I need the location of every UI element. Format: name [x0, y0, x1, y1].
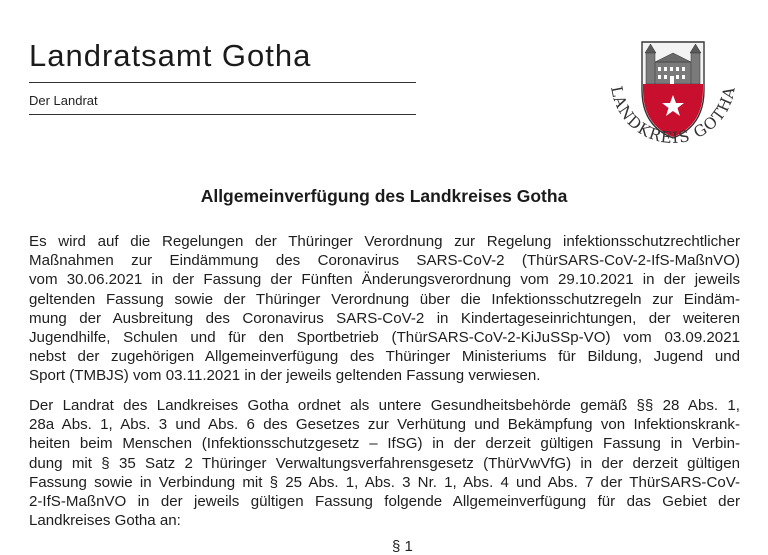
- paragraph-line: heiten beim Menschen (Infektionsschutzgesetz – IfSG) in der derzeit gültigen Fassung in Verbin-: [29, 435, 740, 453]
- paragraph-line: 2-IfS-MaßnVO in der jeweils gültigen Fassung folgende Allgemeinverfügung für das Gebiet der: [29, 493, 740, 511]
- paragraph-line: mung der Ausbreitung des Coronavirus SARS-CoV-2 in Kindertageseinrichtungen, der weiteren: [29, 309, 740, 327]
- document-heading: Allgemeinverfügung des Landkreises Gotha: [200, 186, 568, 206]
- paragraph-line: nebst der zugehörigen Allgemeinverfügung des Thüringer Ministeriums für Bildung, Jugend und: [29, 348, 740, 366]
- paragraph-line: geltenden Fassung sowie der Thüringer Verordnung über die Infektionsschutzregeln zur Eindäm-: [29, 290, 740, 308]
- crest-lettering: LANDKREIS GOTHA: [607, 84, 739, 148]
- office-subtitle: Der Landrat: [29, 93, 98, 108]
- paragraph-line: Landkreises Gotha an:: [29, 512, 181, 530]
- section-mark: § 1: [392, 538, 413, 555]
- paragraph-line: Sport (TMBJS) vom 03.11.2021 in der jeweils geltenden Fassung verwiesen.: [29, 367, 541, 385]
- paragraph-order: [29, 396, 740, 530]
- paragraph-line: Fassung sowie in Verbindung mit § 25 Abs. 1, Abs. 3 Nr. 1, Abs. 4 und Abs. 7 der ThürSARS-CoV-: [29, 473, 740, 491]
- paragraph-line: vom 30.06.2021 in der Fassung der Fünften Änderungsverordnung vom 29.10.2021 in der jeweils: [29, 271, 740, 289]
- paragraph-line: Jugendhilfe, Schulen und für den Sportbetrieb (ThürSARS-CoV-2-KiJuSSp-VO) vom 03.09.2021: [29, 329, 740, 347]
- paragraph-line: Der Landrat des Landkreises Gotha ordnet als untere Gesundheitsbehörde gemäß §§ 28 Abs. 1,: [29, 397, 740, 414]
- header-rule-bottom: [29, 114, 416, 115]
- office-title: Landratsamt Gotha: [29, 38, 312, 73]
- header-rule-top: [29, 82, 416, 83]
- paragraph-line: Maßnahmen zur Eindämmung des Coronavirus SARS-CoV-2 (ThürSARS-CoV-2-IfS-MaßnVO): [29, 252, 740, 270]
- paragraph-reference: [29, 232, 740, 386]
- paragraph-line: dung mit § 35 Satz 2 Thüringer Verwaltungsverfahrensgesetz (ThürVwVfG) in der derzeit gültigen: [29, 454, 740, 472]
- paragraph-line: 28a Abs. 1, Abs. 3 und Abs. 6 des Gesetzes zur Verhütung und Bekämpfung von Infektionskrank-: [29, 416, 740, 434]
- paragraph-line: Es wird auf die Regelungen der Thüringer Verordnung zur Regelung infektionsschutzrechtlicher: [29, 233, 740, 250]
- coat-of-arms-icon: [598, 40, 748, 180]
